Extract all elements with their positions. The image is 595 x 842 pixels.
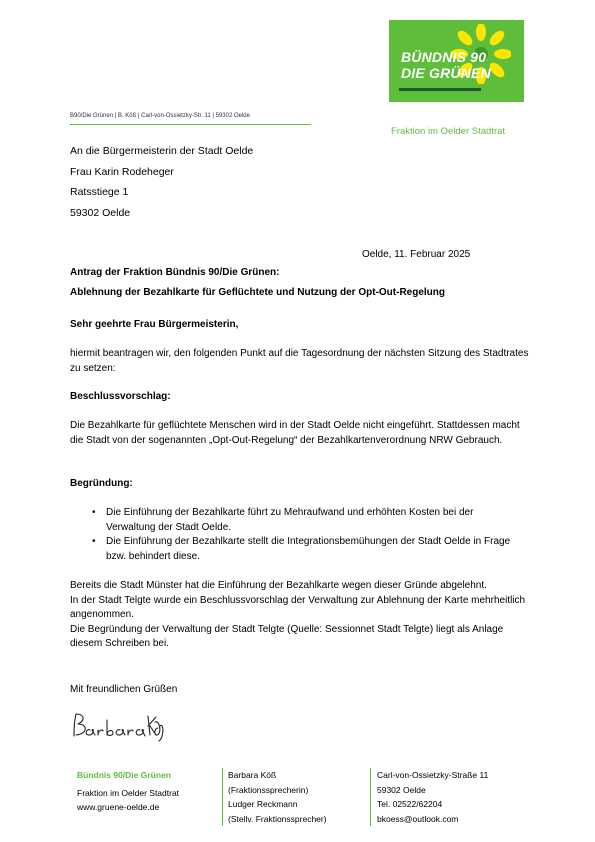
closing-paragraph-1: Bereits die Stadt Münster hat die Einführung der Bezahlkarte wegen dieser Gründe abgelehnt. [70,580,487,591]
footer-divider [222,768,223,826]
list-item: • Die Einführung der Bezahlkarte führt zu Mehraufwand und erhöhten Kosten bei der Verwaltung der Stadt Oelde. [106,506,520,535]
footer-website: www.gruene-oelde.de [77,802,160,812]
reasons-list [70,506,520,564]
begruendung-heading: Begründung: [70,478,133,489]
subject-line-2: Ablehnung der Bezahlkarte für Geflüchtete und Nutzung der Opt-Out-Regelung [70,287,445,298]
greeting: Mit freundlichen Grüßen [70,684,178,695]
beschluss-heading: Beschlussvorschlag: [70,391,171,402]
logo-line-2: DIE GRÜNEN [401,65,491,81]
fraktion-label: Fraktion im Oelder Stadtrat [391,126,506,137]
logo-bar [399,88,481,91]
salutation: Sehr geehrte Frau Bürgermeisterin, [70,319,239,330]
list-item: • Die Einführung der Bezahlkarte stellt die Integrationsbemühungen der Stadt Oelde in Frage bzw. behindert diese. [106,535,520,564]
intro-paragraph: hiermit beantragen wir, den folgenden Punkt auf die Tagesordnung der nächsten Sitzung des Stadtrates zu setzen: [70,348,529,374]
handwritten-signature [70,708,165,744]
footer-street: Carl-von-Ossietzky-Straße 11 [377,770,489,780]
recipient-line-3: Ratsstiege 1 [70,186,129,198]
footer-contact-name-1: Barbara Köß [228,770,277,780]
recipient-line-1: An die Bürgermeisterin der Stadt Oelde [70,145,254,157]
footer-city: 59302 Oelde [377,784,426,795]
recipient-line-4: 59302 Oelde [70,207,131,219]
footer-fraktion: Fraktion im Oelder Stadtrat [77,787,180,798]
recipient-line-2: Frau Karin Rodeheger [70,166,174,178]
sender-line: B90/Die Grünen | B. Köß | Carl-von-Ossietzky-Str. 11 | 59302 Oelde [70,113,250,119]
footer-party-name: Bündnis 90/Die Grünen [77,770,171,780]
footer-contact-name-2: Ludger Reckmann [228,799,298,809]
footer-contact-role-2: (Stellv. Fraktionssprecher) [228,813,327,824]
footer-phone: Tel. 02522/62204 [377,799,443,809]
closing-paragraph [70,579,530,652]
footer-column-party [77,768,179,815]
party-logo [389,20,524,102]
footer-email: bkoess@outlook.com [377,813,459,824]
sender-divider [70,124,311,125]
closing-paragraph-2: In der Stadt Telgte wurde ein Beschlussvorschlag der Verwaltung zur Ablehnung der Karte mehrheitlich angenommen. [70,594,526,620]
footer-divider [370,768,371,826]
footer-contact-role-1: (Fraktionssprecherin) [228,784,309,795]
footer-column-contacts [228,768,327,826]
beschluss-paragraph: Die Bezahlkarte für geflüchtete Menschen wird in der Stadt Oelde nicht eingeführt. Stattdessen macht die Stadt von der sogenannten „Opt-Out-Regelung“ der Bezahlkartenverordnung NRW Gebrauch. [70,420,520,446]
letter-date: Oelde, 11. Februar 2025 [362,249,471,260]
logo-line-1: BÜNDNIS 90 [401,49,487,65]
footer-column-address [377,768,488,826]
closing-paragraph-3: Die Begründung der Verwaltung der Stadt Telgte (Quelle: Sessionnet Stadt Telgte) liegt als Anlage diesem Schreiben bei. [70,623,504,649]
subject-line-1: Antrag der Fraktion Bündnis 90/Die Grünen: [70,267,280,278]
